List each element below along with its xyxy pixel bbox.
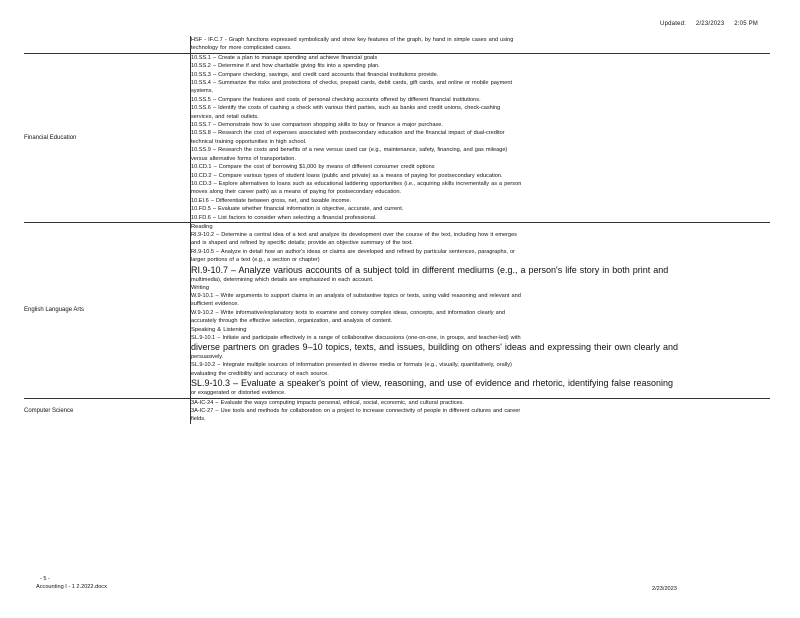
subject-cell	[24, 36, 191, 53]
standard-line: HSF - IF.C.7 - Graph functions expressed symbolically and show key features of the graph, by hand in simple cases and using	[191, 37, 514, 43]
standard-line: or exaggerated or distorted evidence.	[191, 390, 286, 397]
standard-line: 10.CD.2 – Compare various types of student loans (public and private) as a means of paying for postsecondary education.	[191, 172, 503, 179]
standard-line: sufficient evidence.	[191, 301, 239, 308]
standard-line: technical training opportunities in high school.	[191, 138, 307, 145]
file-name: Accounting I - 1 2.2022.docx	[36, 584, 107, 590]
footer-left	[36, 575, 107, 591]
standards-cell	[191, 36, 771, 53]
standard-line: systems.	[191, 88, 214, 95]
standard-line: 10.EI.6 – Differentiate between gross, net, and taxable income.	[191, 197, 351, 204]
standard-line: W.9-10.2 – Write informative/explanatory texts to examine and convey complex ideas, concepts, and information clearly and	[191, 309, 505, 316]
standard-line: 10.SS.7 – Demonstrate how to use comparison shopping skills to buy or finance a major purchase.	[191, 122, 443, 129]
section-subheading: Reading	[191, 223, 213, 230]
standard-line: multimedia), determining which details are emphasized in each account.	[191, 276, 374, 283]
footer-date: 2/23/2023	[652, 586, 677, 592]
standard-line: versus alternative forms of transportation.	[191, 155, 296, 162]
standards-row	[24, 222, 770, 398]
standard-line: fields.	[191, 416, 206, 423]
standards-cell	[191, 222, 771, 398]
standard-line: 10.CD.3 – Explore alternatives to loans such as educational laddering opportunities (i.e., acquiring skills incrementally as a person	[191, 180, 522, 187]
standard-line: 10.CD.1 – Compare the cost of borrowing $1,000 by means of different consumer credit options	[191, 164, 435, 171]
standards-table	[24, 36, 770, 424]
standard-line: 10.SS.9 – Research the costs and benefits of a new versus used car (e.g., maintenance, safety, financing, and gas mileage)	[191, 147, 508, 154]
standard-line: SL.9-10.2 – Integrate multiple sources of information presented in diverse media or formats (e.g., visually, quantitatively, orally)	[191, 362, 512, 369]
subject-cell: Computer Science	[24, 398, 191, 424]
standard-line: 10.SS.1 – Create a plan to manage spending and achieve financial goals	[191, 54, 378, 61]
standard-line: RI.9-10.2 – Determine a central idea of a text and analyze its development over the course of the text, including how it emerges	[191, 231, 517, 238]
standard-line: accurately through the effective selection, organization, and analysis of content.	[191, 318, 393, 325]
standard-line: evaluating the credibility and accuracy of each source.	[191, 370, 329, 377]
standards-row	[24, 398, 770, 424]
standard-line: persuasively.	[191, 354, 224, 360]
subject-cell: English Language Arts	[24, 222, 191, 398]
standard-line: RI.9-10.7 – Analyze various accounts of a subject told in different mediums (e.g., a person's life story in both print and	[191, 264, 669, 275]
standard-line: 10.FD.5 – Evaluate whether financial information is objective, accurate, and current.	[191, 206, 404, 213]
standard-line: 10.SS.2 – Determine if and how charitable giving fits into a spending plan.	[191, 63, 380, 70]
standards-row	[24, 53, 770, 222]
standard-line: diverse partners on grades 9–10 topics, texts, and issues, building on others' ideas and expressing their own clearly and	[191, 342, 678, 352]
standard-line: RI.9-10.5 – Analyze in detail how an author's ideas or claims are developed and refined by particular sentences, paragraphs, or	[191, 248, 516, 255]
section-subheading: Writing	[191, 284, 209, 291]
standard-line: 10.SS.4 – Summarize the risks and protections of checks, prepaid cards, debit cards, gift cards, and online or mobile payment	[191, 80, 513, 87]
updated-date: 2/23/2023	[695, 21, 725, 27]
standard-line: 3A-IC-27 – Use tools and methods for collaboration on a project to increase connectivity of people in different cultures and career	[191, 408, 521, 415]
standard-line: moves along their career path) as a means of paying for postsecondary education.	[191, 189, 401, 196]
standard-line: SL.9-10.1 – Initiate and participate effectively in a range of collaborative discussions (one-on-one, in groups, and teacher-led) with	[191, 334, 521, 341]
standards-cell	[191, 53, 771, 222]
updated-stamp	[652, 21, 758, 27]
standard-line: and is shaped and refined by specific details; provide an objective summary of the text.	[191, 240, 413, 247]
standard-line: W.9-10.1 – Write arguments to support claims in an analysis of substantive topics or texts, using valid reasoning and relevant and	[191, 292, 521, 299]
standard-line: SL.9-10.3 – Evaluate a speaker's point of view, reasoning, and use of evidence and rhetoric, identifying false reasoning	[191, 378, 674, 389]
section-subheading: Speaking & Listening	[191, 326, 247, 333]
standard-line: 3A-IC-24 – Evaluate the ways computing impacts personal, ethical, social, economic, and cultural practices.	[191, 399, 464, 406]
standard-line: technology for more complicated cases.	[191, 45, 292, 52]
standard-line: 10.FD.6 – List factors to consider when selecting a financial professional.	[191, 214, 377, 221]
standards-cell	[191, 398, 771, 424]
standard-line: 10.SS.6 – Identify the costs of cashing a check with various third parties, such as banks and credit unions, check-cashing	[191, 105, 501, 112]
updated-label: Updated:	[660, 21, 686, 27]
standard-line: 10.SS.8 – Research the cost of expenses associated with postsecondary education and the financial impact of dual-creditor	[191, 130, 505, 137]
standard-line: larger portions of a text (e.g., a section or chapter)	[191, 257, 320, 264]
updated-time: 2:05 PM	[734, 21, 758, 27]
subject-cell: Financial Education	[24, 53, 191, 222]
standard-line: 10.SS.5 – Compare the features and costs of personal checking accounts offered by different financial institutions.	[191, 96, 481, 103]
standard-line: 10.SS.3 – Compare checking, savings, and credit card accounts that financial institutions provide.	[191, 71, 439, 78]
page-number: - 5 -	[40, 576, 50, 582]
standards-row	[24, 36, 770, 53]
standard-line: services, and retail outlets.	[191, 113, 259, 120]
